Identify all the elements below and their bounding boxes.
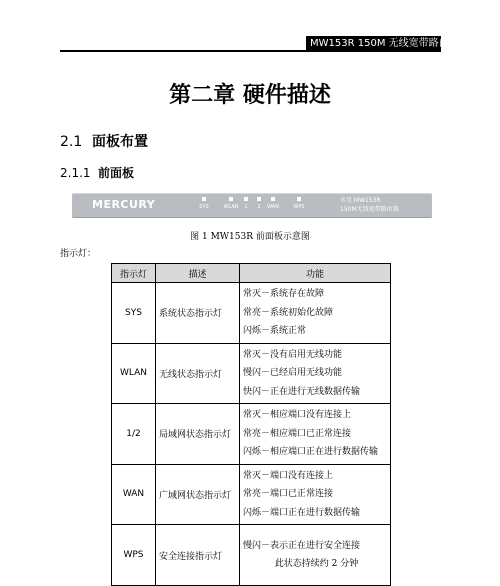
chapter-title: 第二章 硬件描述 bbox=[169, 83, 331, 108]
subsection-heading bbox=[60, 164, 134, 181]
column-header: 指示灯 bbox=[112, 264, 156, 283]
table-row bbox=[112, 343, 391, 404]
figure-caption: 图 1 MW153R 前面板示意图 bbox=[190, 232, 310, 242]
led-wps: WPS bbox=[284, 197, 314, 210]
led-sys: SYS bbox=[189, 197, 219, 210]
product-title: MW153R 150M 无线宽带路由器 bbox=[306, 36, 441, 51]
indicator-desc: 安全连接指示灯 bbox=[156, 525, 240, 586]
indicator-functions: 慢闪－表示正在进行安全连接 此状态持续约 2 分钟 bbox=[240, 525, 391, 586]
subsection-title: 前面板 bbox=[98, 166, 135, 180]
indicator-table bbox=[111, 263, 391, 586]
subsection-number: 2.1.1 bbox=[60, 166, 91, 180]
section-heading bbox=[60, 131, 148, 151]
table-row bbox=[112, 525, 391, 586]
indicator-functions: 常灭－相应端口没有连接上 常亮－相应端口已正常连接 闪烁－相应端口正在进行数据传输 bbox=[240, 404, 391, 465]
led-lan2: 2 bbox=[244, 197, 274, 210]
panel-model-label: 水星 MW153R 150M无线宽带路由器 bbox=[340, 197, 399, 213]
indicator-functions: 常灭－端口没有连接上 常亮－端口已正常连接 闪烁－端口正在进行数据传输 bbox=[240, 464, 391, 525]
table-row bbox=[112, 464, 391, 525]
led-wan: WAN bbox=[258, 197, 288, 210]
indicator-name: SYS bbox=[112, 283, 156, 344]
indicator-functions: 常灭－没有启用无线功能 慢闪－已经启用无线功能 快闪－正在进行无线数据传输 bbox=[240, 343, 391, 404]
indicator-desc: 无线状态指示灯 bbox=[156, 343, 240, 404]
section-number: 2.1 bbox=[60, 134, 83, 150]
section-title: 面板布置 bbox=[92, 134, 148, 150]
column-header: 功能 bbox=[240, 264, 391, 283]
page-header bbox=[0, 0, 500, 56]
indicator-functions: 常灭－系统存在故障 常亮－系统初始化故障 闪烁－系统正常 bbox=[240, 283, 391, 344]
header-rule bbox=[60, 50, 441, 52]
table-row bbox=[112, 404, 391, 465]
indicator-name: 1/2 bbox=[112, 404, 156, 465]
column-header: 描述 bbox=[156, 264, 240, 283]
front-panel-image bbox=[72, 193, 432, 218]
led-wlan: WLAN bbox=[216, 197, 246, 210]
indicator-desc: 局域网状态指示灯 bbox=[156, 404, 240, 465]
indicator-name: WAN bbox=[112, 464, 156, 525]
table-header-row bbox=[112, 264, 391, 283]
indicator-name: WPS bbox=[112, 525, 156, 586]
indicator-desc: 系统状态指示灯 bbox=[156, 283, 240, 344]
brand-logo: MERCURY bbox=[92, 198, 156, 211]
indicator-name: WLAN bbox=[112, 343, 156, 404]
indicator-label: 指示灯： bbox=[60, 249, 97, 259]
indicator-desc: 广域网状态指示灯 bbox=[156, 464, 240, 525]
led-lan1: 1 bbox=[231, 197, 261, 210]
table-row bbox=[112, 283, 391, 344]
